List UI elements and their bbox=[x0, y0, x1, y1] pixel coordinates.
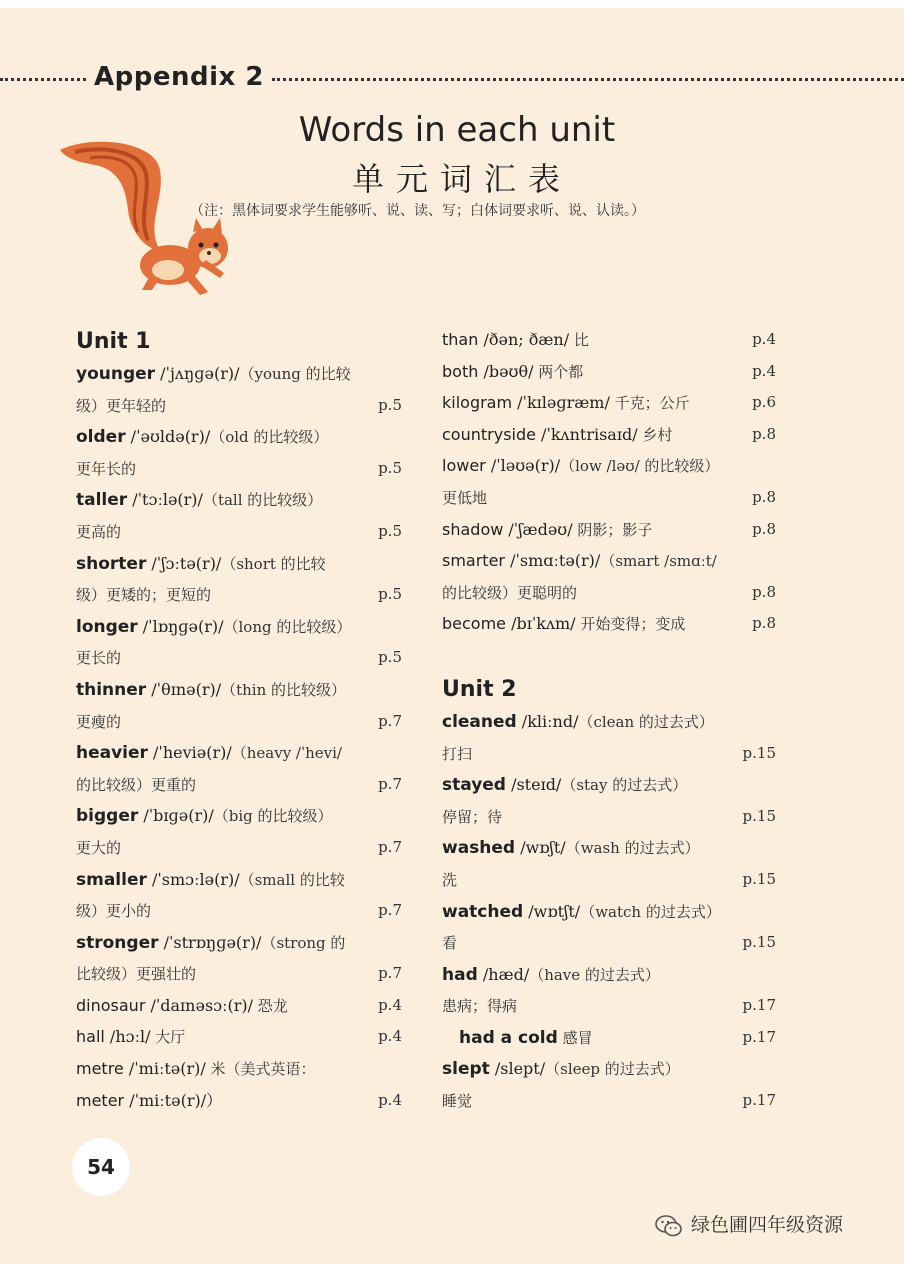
vocab-text bbox=[76, 358, 351, 391]
meaning: （heavy /ˈhevi/ bbox=[231, 744, 342, 763]
headword-plain: shadow bbox=[442, 519, 504, 539]
vocab-text bbox=[76, 864, 345, 897]
vocab-line bbox=[442, 990, 776, 1022]
watermark-text: 绿色圃四年级资源 bbox=[691, 1214, 844, 1236]
page-title: Words in each unit bbox=[298, 110, 616, 150]
vocab-text bbox=[76, 990, 288, 1023]
vocab-line bbox=[442, 832, 776, 864]
meaning: 停留；待 bbox=[442, 807, 503, 826]
headword-plain: metre bbox=[76, 1059, 124, 1079]
headword-plain: both bbox=[442, 361, 479, 381]
page-reference: p.4 bbox=[378, 1027, 402, 1046]
vocab-text bbox=[442, 1053, 680, 1086]
instruction-note: （注：黑体词要求学生能够听、说、读、写；白体词要求听、说、认读。） bbox=[190, 203, 645, 219]
meaning: （long 的比较级） bbox=[223, 617, 352, 636]
vocab-text bbox=[76, 453, 136, 486]
vocab-text bbox=[442, 927, 457, 960]
vocab-line bbox=[76, 832, 402, 864]
headword: heavier bbox=[76, 743, 148, 764]
vocab-line bbox=[76, 611, 402, 643]
vocab-line bbox=[76, 674, 402, 706]
meaning: 两个都 bbox=[533, 362, 584, 381]
meaning: （sleep 的过去式） bbox=[545, 1060, 680, 1079]
vocab-text bbox=[442, 738, 472, 771]
vocab-text bbox=[442, 450, 719, 483]
vocab-text bbox=[76, 1021, 185, 1054]
headword-plain: countryside bbox=[442, 424, 536, 444]
vocab-line bbox=[442, 738, 776, 770]
headword-plain: meter bbox=[76, 1090, 125, 1110]
page-reference: p.15 bbox=[742, 806, 776, 825]
vocab-text bbox=[76, 706, 121, 739]
vocab-text bbox=[76, 548, 326, 581]
phonetic: /ˈθɪnə(r)/ bbox=[146, 679, 222, 699]
vocab-line bbox=[76, 484, 402, 516]
meaning: 开始变得；变成 bbox=[575, 615, 686, 634]
vocab-text bbox=[442, 608, 685, 641]
vocab-line bbox=[442, 514, 776, 546]
vocab-line bbox=[442, 482, 776, 514]
meaning: 睡觉 bbox=[442, 1092, 473, 1111]
unit-1-word-list-continued bbox=[442, 324, 776, 640]
headword: cleaned bbox=[442, 711, 517, 732]
headword: shorter bbox=[76, 553, 147, 574]
vocab-line bbox=[442, 450, 776, 482]
vocab-text bbox=[442, 959, 660, 992]
meaning: 比较级）更强壮的 bbox=[76, 965, 197, 984]
vocab-line bbox=[76, 737, 402, 769]
page-reference: p.8 bbox=[752, 519, 776, 538]
headword: stronger bbox=[76, 932, 159, 953]
headword: slept bbox=[442, 1059, 490, 1080]
phonetic: /wɒtʃt/ bbox=[523, 901, 581, 921]
phonetic: /ˈʃɔːtə(r)/ bbox=[146, 553, 222, 573]
vocab-text bbox=[442, 514, 652, 547]
phonetic: /ˈkɪləɡræm/ bbox=[512, 393, 610, 413]
headword: older bbox=[76, 427, 126, 448]
vocab-line bbox=[76, 579, 402, 611]
phonetic: /ˈmiːtə(r)/） bbox=[124, 1090, 223, 1110]
page-reference: p.8 bbox=[752, 582, 776, 601]
page-reference: p.15 bbox=[742, 933, 776, 952]
vocab-line bbox=[76, 1021, 402, 1053]
vocab-line bbox=[76, 706, 402, 738]
page-reference: p.7 bbox=[378, 837, 402, 856]
headword-plain: kilogram bbox=[442, 393, 513, 413]
vocab-text bbox=[442, 545, 717, 578]
page-reference: p.4 bbox=[752, 361, 776, 380]
meaning: 米（美式英语： bbox=[205, 1060, 316, 1079]
vocab-line bbox=[76, 864, 402, 896]
page-reference: p.4 bbox=[378, 995, 402, 1014]
unit-1-word-list bbox=[76, 358, 402, 1116]
meaning: 乡村 bbox=[637, 425, 673, 444]
headword: stayed bbox=[442, 775, 506, 796]
headword: taller bbox=[76, 490, 128, 511]
page-number: 54 bbox=[72, 1138, 130, 1196]
meaning: （thin 的比较级） bbox=[221, 680, 347, 699]
vocab-text bbox=[76, 800, 333, 833]
vocab-text bbox=[76, 611, 351, 644]
meaning: 更低地 bbox=[442, 488, 488, 507]
vocab-line bbox=[442, 419, 776, 451]
vocab-line bbox=[442, 801, 776, 833]
meaning: （young 的比较 bbox=[239, 365, 351, 383]
page-subtitle: 单元词汇表 bbox=[351, 160, 572, 198]
page-reference: p.5 bbox=[378, 648, 402, 667]
meaning: 患病；得病 bbox=[442, 997, 518, 1016]
vocab-line bbox=[76, 800, 402, 832]
meaning: （clean 的过去式） bbox=[578, 712, 714, 731]
phonetic: /ðən; ðæn/ bbox=[478, 330, 570, 349]
page-reference: p.5 bbox=[378, 458, 402, 477]
watermark bbox=[655, 1210, 843, 1240]
headword: thinner bbox=[76, 679, 147, 700]
vocab-line bbox=[442, 324, 776, 356]
meaning: （have 的过去式） bbox=[529, 965, 660, 984]
vocab-text bbox=[76, 737, 342, 770]
phonetic: /ˈsmɑːtə(r)/ bbox=[505, 551, 601, 571]
meaning: 洗 bbox=[442, 870, 458, 889]
vocab-text bbox=[76, 895, 151, 928]
vocab-line bbox=[76, 990, 402, 1022]
vocab-text bbox=[459, 1022, 593, 1055]
phonetic: /steɪd/ bbox=[505, 775, 562, 795]
phonetic: /ˈsmɔːlə(r)/ bbox=[146, 869, 240, 889]
wechat-icon bbox=[655, 1214, 683, 1238]
page-reference: p.7 bbox=[378, 711, 402, 730]
meaning: 比 bbox=[569, 331, 589, 349]
vocab-line bbox=[76, 421, 402, 453]
vocab-line bbox=[76, 958, 402, 990]
left-column bbox=[76, 326, 402, 1116]
headword-plain: smarter bbox=[442, 551, 505, 571]
vocab-text bbox=[76, 674, 346, 707]
vocab-line bbox=[76, 642, 402, 674]
appendix-title: Appendix 2 bbox=[94, 62, 264, 92]
vocab-text bbox=[442, 769, 687, 802]
vocab-text bbox=[442, 896, 721, 929]
vocab-line bbox=[442, 864, 776, 896]
phonetic: /ˈbɪɡə(r)/ bbox=[138, 806, 214, 826]
vocab-line bbox=[442, 608, 776, 640]
squirrel-illustration bbox=[50, 140, 235, 310]
phonetic: /ˈheviə(r)/ bbox=[147, 743, 232, 763]
meaning: 级）更矮的；更短的 bbox=[76, 586, 212, 605]
meaning: （short 的比较 bbox=[221, 554, 326, 573]
phonetic: /ˈlɒŋɡə(r)/ bbox=[137, 616, 224, 636]
vocab-line bbox=[442, 1022, 776, 1054]
vocab-text bbox=[76, 516, 121, 549]
headword-plain: lower bbox=[442, 456, 486, 476]
right-column bbox=[442, 324, 776, 1117]
meaning: 恐龙 bbox=[253, 996, 288, 1015]
meaning: （low /ləʊ/ 的比较级） bbox=[560, 457, 720, 476]
page-reference: p.7 bbox=[378, 964, 402, 983]
headword: washed bbox=[442, 838, 516, 859]
phonetic: /ˈdaɪnəsɔː(r)/ bbox=[145, 995, 254, 1015]
page-reference: p.6 bbox=[752, 393, 776, 412]
meaning: 看 bbox=[442, 934, 458, 953]
meaning: （smart /smɑːt/ bbox=[600, 552, 717, 571]
vocab-line bbox=[76, 516, 402, 548]
headword-plain: than bbox=[442, 330, 479, 349]
dotted-rule-right bbox=[272, 78, 904, 81]
headword-plain: hall bbox=[76, 1027, 105, 1047]
headword: watched bbox=[442, 901, 524, 922]
phonetic: /ˈmiːtə(r)/ bbox=[123, 1059, 206, 1079]
phonetic: /bəʊθ/ bbox=[478, 361, 534, 381]
phonetic: /bɪˈkʌm/ bbox=[506, 614, 576, 634]
vocab-line bbox=[442, 356, 776, 388]
meaning: （big 的比较级） bbox=[213, 807, 333, 826]
phonetic: /hɔːl/ bbox=[104, 1027, 151, 1047]
page-reference: p.4 bbox=[752, 330, 776, 348]
top-strip bbox=[0, 0, 904, 8]
meaning: 的比较级）更重的 bbox=[76, 775, 197, 794]
headword-plain: dinosaur bbox=[76, 995, 146, 1015]
meaning: 更瘦的 bbox=[76, 712, 122, 731]
vocab-text bbox=[76, 1085, 222, 1117]
vocab-text bbox=[442, 577, 577, 610]
page-reference: p.5 bbox=[378, 395, 402, 414]
page-reference: p.7 bbox=[378, 774, 402, 793]
phonetic: /ˈʃædəʊ/ bbox=[503, 519, 573, 539]
headword: had a cold bbox=[459, 1027, 558, 1048]
meaning: （strong 的 bbox=[261, 933, 346, 952]
appendix-header bbox=[0, 62, 904, 96]
vocab-line bbox=[76, 1085, 402, 1117]
phonetic: /hæd/ bbox=[477, 964, 530, 984]
vocab-line bbox=[442, 706, 776, 738]
vocab-text bbox=[442, 1085, 472, 1118]
phonetic: /kliːnd/ bbox=[516, 711, 579, 731]
vocab-line bbox=[442, 1085, 776, 1117]
vocab-text bbox=[442, 990, 517, 1023]
vocab-text bbox=[76, 390, 166, 423]
vocab-line bbox=[76, 390, 402, 422]
vocab-text bbox=[76, 579, 211, 612]
page-reference: p.15 bbox=[742, 743, 776, 762]
vocab-text bbox=[442, 324, 589, 357]
meaning: 阴影；影子 bbox=[572, 520, 653, 539]
page-reference: p.4 bbox=[378, 1090, 402, 1109]
page-reference: p.15 bbox=[742, 869, 776, 888]
meaning: 大厅 bbox=[150, 1028, 186, 1047]
vocab-text bbox=[442, 419, 672, 452]
vocab-line bbox=[442, 959, 776, 991]
page-reference: p.8 bbox=[752, 614, 776, 633]
meaning: 更年长的 bbox=[76, 459, 137, 478]
vocab-text bbox=[76, 958, 196, 991]
meaning: （old 的比较级） bbox=[210, 428, 329, 447]
vocab-text bbox=[442, 801, 502, 834]
vocab-line bbox=[442, 545, 776, 577]
headword-plain: become bbox=[442, 614, 507, 634]
meaning: 更长的 bbox=[76, 649, 122, 668]
meaning: 级）更年轻的 bbox=[76, 396, 167, 415]
vocab-line bbox=[442, 577, 776, 609]
page-reference: p.5 bbox=[378, 521, 402, 540]
vocab-text bbox=[76, 421, 328, 454]
unit-2-word-list bbox=[442, 706, 776, 1117]
page-reference: p.8 bbox=[752, 424, 776, 443]
page-reference: p.17 bbox=[742, 1027, 776, 1046]
meaning: 打扫 bbox=[442, 744, 473, 763]
vocab-line bbox=[76, 453, 402, 485]
meaning: 的比较级）更聪明的 bbox=[442, 583, 578, 602]
vocab-text bbox=[76, 1053, 316, 1086]
page-reference: p.17 bbox=[742, 996, 776, 1015]
vocab-line bbox=[76, 769, 402, 801]
phonetic: /ˈkʌntrisaɪd/ bbox=[535, 424, 638, 444]
headword: had bbox=[442, 964, 478, 985]
vocab-line bbox=[442, 896, 776, 928]
unit-heading: Unit 1 bbox=[76, 329, 151, 354]
vocab-text bbox=[442, 706, 714, 739]
meaning: （stay 的过去式） bbox=[561, 776, 688, 795]
phonetic: /ˈləʊə(r)/ bbox=[485, 456, 561, 476]
vocab-line bbox=[442, 387, 776, 419]
vocab-text bbox=[442, 482, 487, 515]
spacer bbox=[442, 640, 776, 674]
dotted-rule-left bbox=[0, 78, 86, 81]
vocab-text bbox=[76, 832, 121, 865]
headword: younger bbox=[76, 364, 156, 384]
vocab-line bbox=[76, 358, 402, 390]
page-reference: p.8 bbox=[752, 487, 776, 506]
vocab-text bbox=[76, 927, 345, 960]
vocab-text bbox=[442, 864, 457, 897]
page-reference: p.17 bbox=[742, 1091, 776, 1110]
phonetic: /ˈstrɒŋɡə(r)/ bbox=[158, 932, 262, 952]
vocab-line bbox=[442, 1053, 776, 1085]
vocab-line bbox=[76, 1053, 402, 1085]
meaning: （watch 的过去式） bbox=[580, 902, 721, 921]
vocab-text bbox=[76, 484, 322, 517]
phonetic: /wɒʃt/ bbox=[515, 838, 566, 858]
vocab-line bbox=[76, 895, 402, 927]
page-reference: p.5 bbox=[378, 585, 402, 604]
meaning: 感冒 bbox=[557, 1028, 593, 1047]
vocab-text bbox=[76, 769, 196, 802]
meaning: （wash 的过去式） bbox=[565, 839, 700, 858]
vocab-text bbox=[442, 356, 583, 389]
meaning: （tall 的比较级） bbox=[202, 491, 323, 510]
headword: bigger bbox=[76, 806, 139, 827]
vocab-text bbox=[442, 387, 690, 420]
meaning: 更大的 bbox=[76, 838, 122, 857]
vocab-line bbox=[442, 927, 776, 959]
headword: smaller bbox=[76, 869, 147, 890]
phonetic: /ˈəʊldə(r)/ bbox=[125, 427, 211, 447]
meaning: 级）更小的 bbox=[76, 902, 152, 921]
page-reference: p.7 bbox=[378, 901, 402, 920]
meaning: （small 的比较 bbox=[239, 870, 345, 889]
headword: longer bbox=[76, 616, 138, 637]
vocab-line bbox=[76, 927, 402, 959]
meaning: 更高的 bbox=[76, 522, 122, 541]
unit-heading: Unit 2 bbox=[442, 676, 517, 702]
vocab-text bbox=[442, 832, 700, 865]
meaning: 千克；公斤 bbox=[609, 394, 690, 413]
phonetic: /ˈtɔːlə(r)/ bbox=[127, 490, 203, 510]
vocab-line bbox=[442, 769, 776, 801]
vocab-line bbox=[76, 548, 402, 580]
phonetic: /slept/ bbox=[489, 1059, 546, 1079]
vocab-text bbox=[76, 642, 121, 675]
phonetic: /ˈjʌŋɡə(r)/ bbox=[155, 364, 240, 383]
